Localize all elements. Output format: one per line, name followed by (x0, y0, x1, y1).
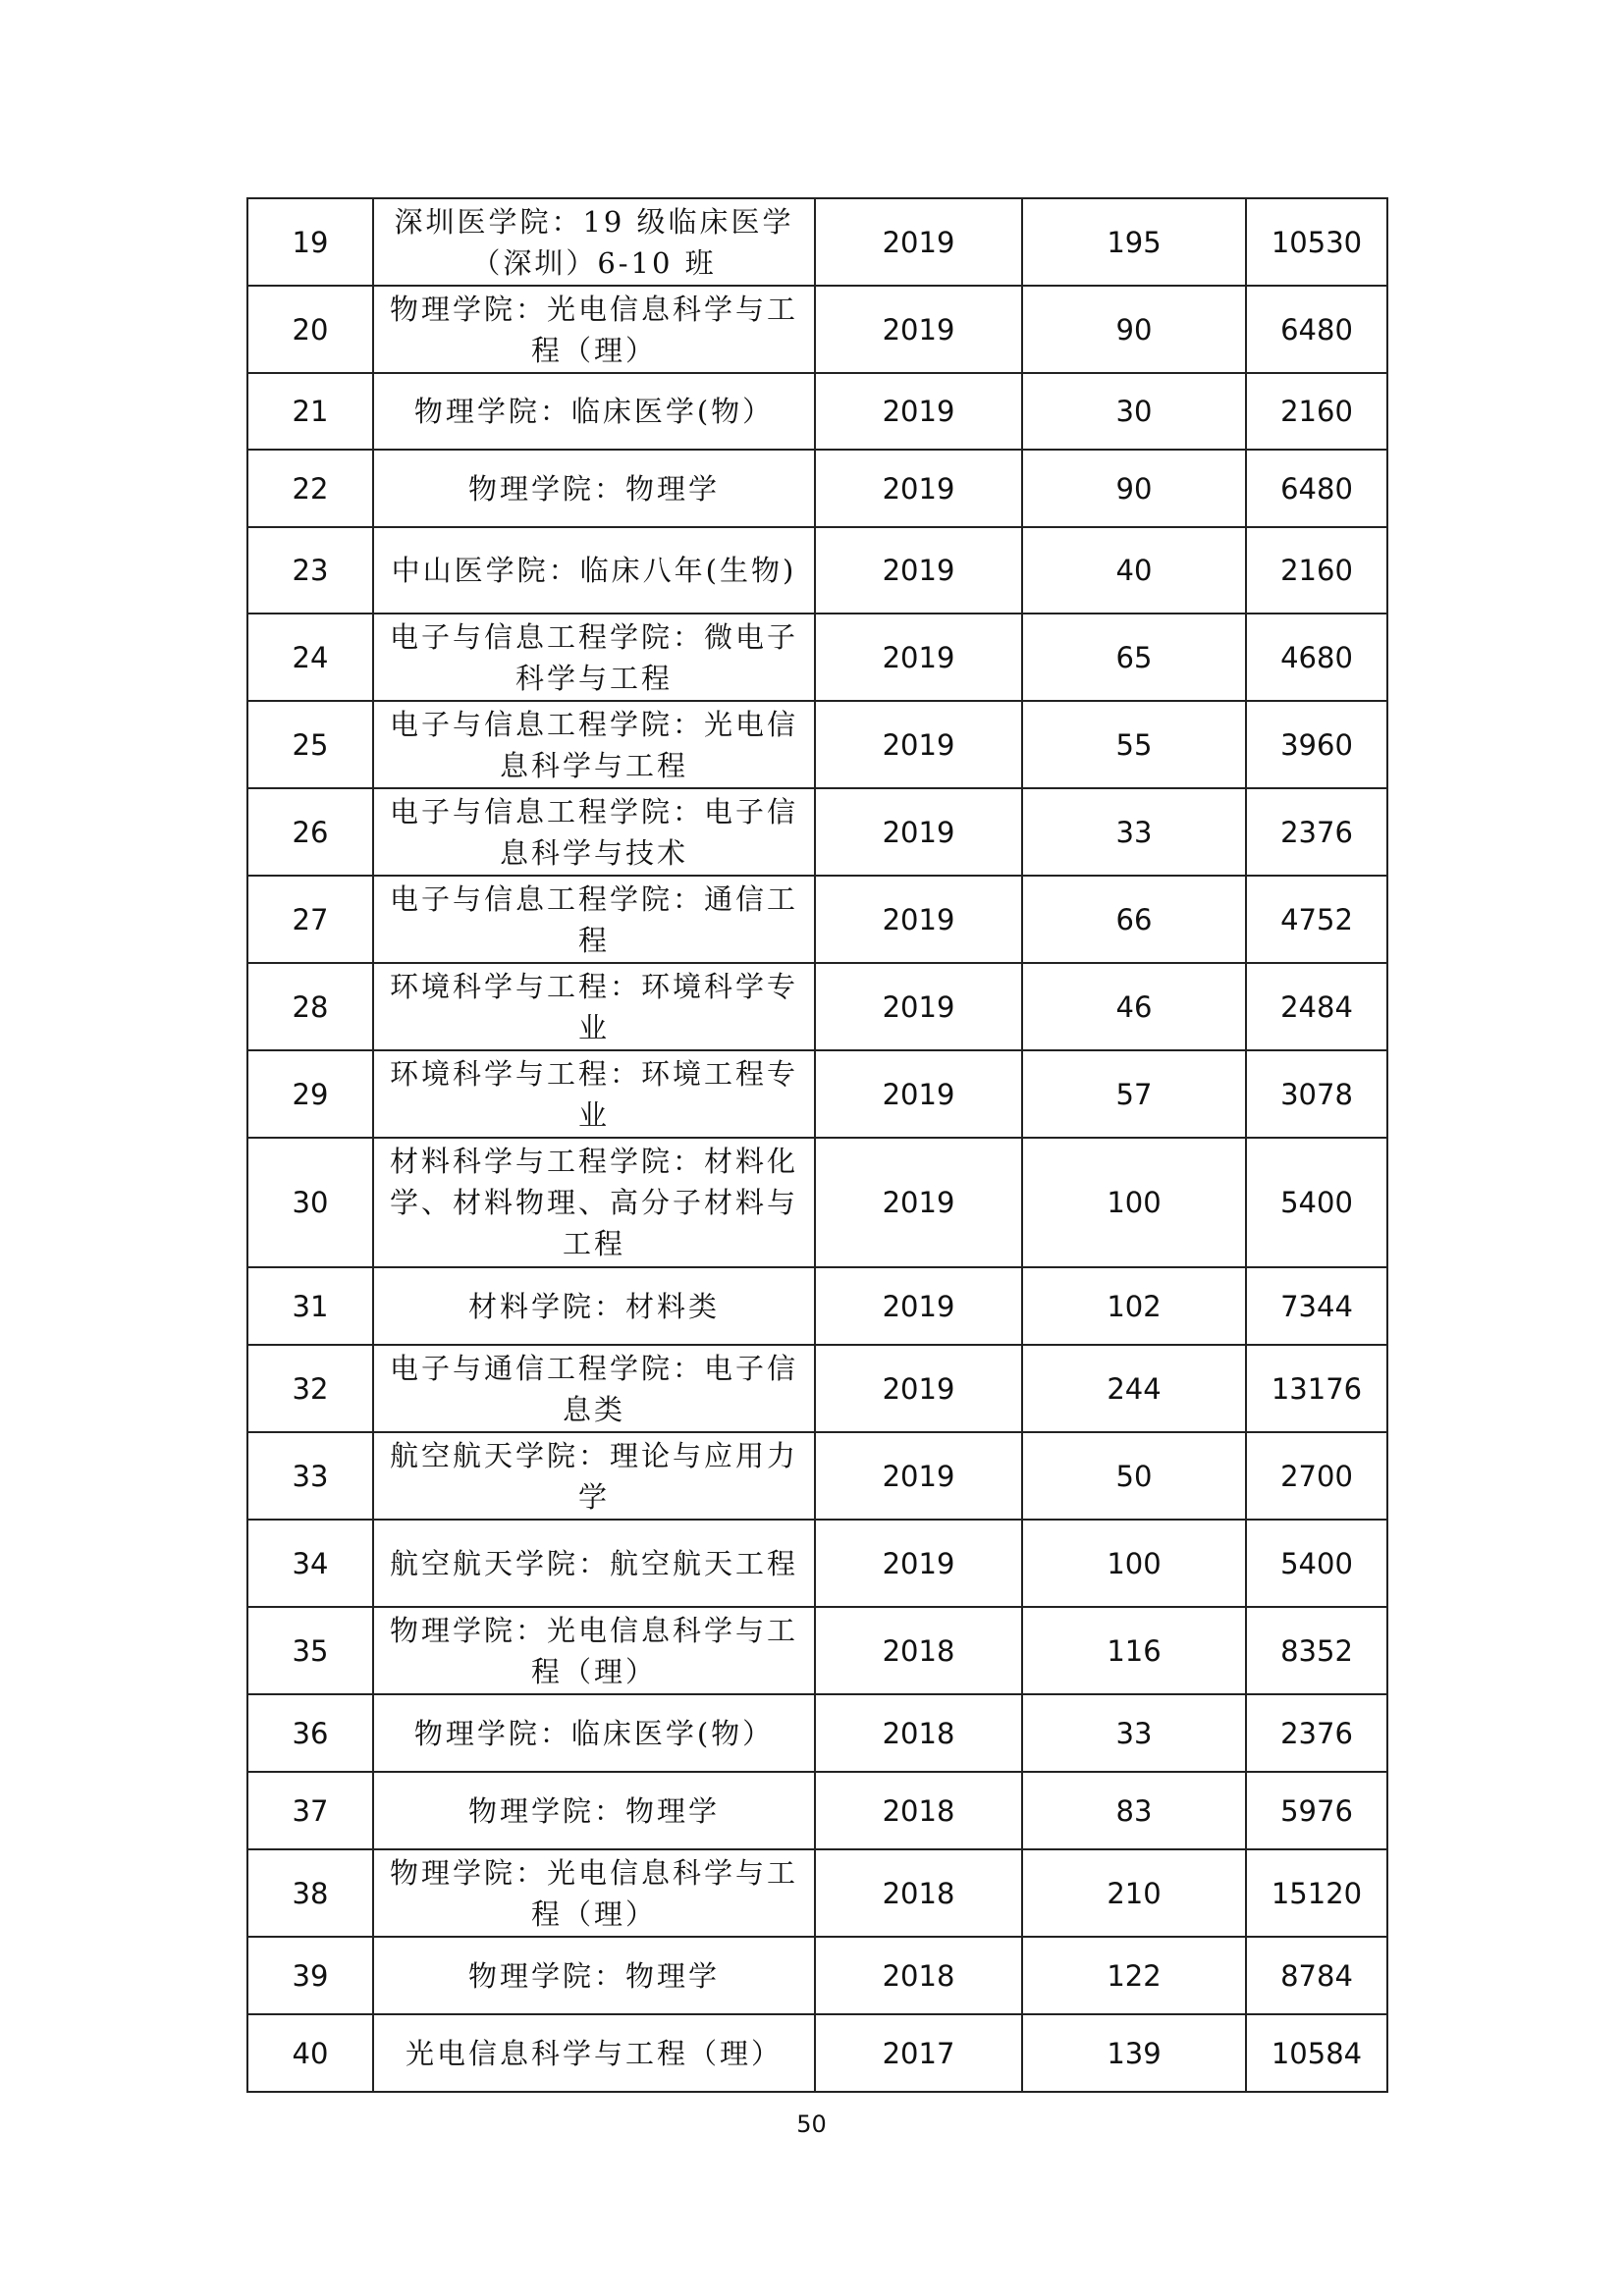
cell-amount: 10584 (1246, 2014, 1387, 2092)
table-row (247, 1694, 1387, 1772)
cell-no: 26 (247, 788, 373, 876)
cell-count: 55 (1022, 701, 1246, 788)
cell-year: 2019 (815, 876, 1022, 963)
cell-no: 25 (247, 701, 373, 788)
cell-no: 38 (247, 1849, 373, 1937)
cell-no: 24 (247, 614, 373, 701)
cell-major: 材料科学与工程学院：材料化学、材料物理、高分子材料与工程 (373, 1138, 815, 1267)
cell-no: 32 (247, 1345, 373, 1432)
cell-count: 33 (1022, 1694, 1246, 1772)
cell-major: 物理学院：光电信息科学与工程（理） (373, 1849, 815, 1937)
cell-count: 46 (1022, 963, 1246, 1050)
cell-major: 航空航天学院：理论与应用力学 (373, 1432, 815, 1520)
cell-no: 34 (247, 1520, 373, 1607)
table-row (247, 1267, 1387, 1345)
table-row (247, 1432, 1387, 1520)
cell-year: 2019 (815, 1267, 1022, 1345)
table-row (247, 614, 1387, 701)
cell-no: 27 (247, 876, 373, 963)
cell-count: 30 (1022, 373, 1246, 450)
cell-amount: 2700 (1246, 1432, 1387, 1520)
cell-major: 物理学院：光电信息科学与工程（理） (373, 1607, 815, 1694)
cell-count: 90 (1022, 450, 1246, 527)
cell-amount: 2376 (1246, 1694, 1387, 1772)
cell-year: 2019 (815, 1050, 1022, 1138)
cell-amount: 4752 (1246, 876, 1387, 963)
table-row (247, 198, 1387, 286)
table-row (247, 963, 1387, 1050)
table-row (247, 2014, 1387, 2092)
cell-major: 物理学院：光电信息科学与工程（理） (373, 286, 815, 373)
cell-year: 2018 (815, 1937, 1022, 2014)
cell-amount: 3960 (1246, 701, 1387, 788)
cell-major: 材料学院：材料类 (373, 1267, 815, 1345)
cell-year: 2019 (815, 527, 1022, 614)
data-table (246, 197, 1388, 2093)
cell-no: 35 (247, 1607, 373, 1694)
cell-no: 28 (247, 963, 373, 1050)
cell-no: 20 (247, 286, 373, 373)
cell-count: 210 (1022, 1849, 1246, 1937)
cell-amount: 2160 (1246, 527, 1387, 614)
cell-count: 122 (1022, 1937, 1246, 2014)
cell-amount: 7344 (1246, 1267, 1387, 1345)
cell-no: 33 (247, 1432, 373, 1520)
cell-major: 物理学院：物理学 (373, 1937, 815, 2014)
cell-major: 物理学院：临床医学(物） (373, 373, 815, 450)
cell-no: 19 (247, 198, 373, 286)
cell-count: 57 (1022, 1050, 1246, 1138)
cell-amount: 4680 (1246, 614, 1387, 701)
table-row (247, 788, 1387, 876)
cell-major: 电子与信息工程学院：微电子科学与工程 (373, 614, 815, 701)
cell-count: 65 (1022, 614, 1246, 701)
cell-no: 29 (247, 1050, 373, 1138)
cell-count: 116 (1022, 1607, 1246, 1694)
cell-year: 2019 (815, 373, 1022, 450)
table-row (247, 527, 1387, 614)
cell-year: 2018 (815, 1849, 1022, 1937)
cell-year: 2018 (815, 1694, 1022, 1772)
cell-year: 2018 (815, 1772, 1022, 1849)
cell-no: 23 (247, 527, 373, 614)
table-row (247, 286, 1387, 373)
table-body (247, 198, 1387, 2092)
cell-major: 电子与信息工程学院：光电信息科学与工程 (373, 701, 815, 788)
cell-amount: 8352 (1246, 1607, 1387, 1694)
cell-year: 2019 (815, 1345, 1022, 1432)
cell-count: 40 (1022, 527, 1246, 614)
cell-amount: 3078 (1246, 1050, 1387, 1138)
table-row (247, 876, 1387, 963)
table-row (247, 1520, 1387, 1607)
cell-count: 33 (1022, 788, 1246, 876)
cell-amount: 6480 (1246, 450, 1387, 527)
table-row (247, 1607, 1387, 1694)
cell-major: 物理学院：物理学 (373, 450, 815, 527)
table-row (247, 373, 1387, 450)
cell-amount: 2484 (1246, 963, 1387, 1050)
cell-count: 83 (1022, 1772, 1246, 1849)
cell-count: 100 (1022, 1138, 1246, 1267)
cell-no: 39 (247, 1937, 373, 2014)
table-row (247, 1345, 1387, 1432)
cell-amount: 2376 (1246, 788, 1387, 876)
cell-year: 2019 (815, 450, 1022, 527)
cell-count: 195 (1022, 198, 1246, 286)
cell-amount: 13176 (1246, 1345, 1387, 1432)
table-row (247, 1849, 1387, 1937)
table-row (247, 1772, 1387, 1849)
cell-major: 物理学院：临床医学(物） (373, 1694, 815, 1772)
cell-count: 102 (1022, 1267, 1246, 1345)
cell-no: 22 (247, 450, 373, 527)
cell-amount: 2160 (1246, 373, 1387, 450)
table-row (247, 1937, 1387, 2014)
cell-year: 2019 (815, 198, 1022, 286)
cell-amount: 8784 (1246, 1937, 1387, 2014)
table-row (247, 450, 1387, 527)
cell-year: 2019 (815, 1138, 1022, 1267)
cell-year: 2019 (815, 701, 1022, 788)
cell-no: 21 (247, 373, 373, 450)
cell-count: 90 (1022, 286, 1246, 373)
cell-count: 244 (1022, 1345, 1246, 1432)
cell-year: 2019 (815, 614, 1022, 701)
cell-year: 2018 (815, 1607, 1022, 1694)
cell-amount: 5400 (1246, 1138, 1387, 1267)
table-row (247, 701, 1387, 788)
cell-amount: 15120 (1246, 1849, 1387, 1937)
cell-major: 中山医学院：临床八年(生物) (373, 527, 815, 614)
cell-count: 139 (1022, 2014, 1246, 2092)
cell-amount: 10530 (1246, 198, 1387, 286)
cell-year: 2019 (815, 286, 1022, 373)
page-number: 50 (796, 2110, 827, 2138)
cell-major: 电子与通信工程学院：电子信息类 (373, 1345, 815, 1432)
table-row (247, 1138, 1387, 1267)
cell-major: 深圳医学院：19 级临床医学（深圳）6-10 班 (373, 198, 815, 286)
table-row (247, 1050, 1387, 1138)
cell-major: 环境科学与工程：环境科学专业 (373, 963, 815, 1050)
cell-count: 66 (1022, 876, 1246, 963)
cell-major: 光电信息科学与工程（理） (373, 2014, 815, 2092)
cell-major: 环境科学与工程：环境工程专业 (373, 1050, 815, 1138)
cell-amount: 5400 (1246, 1520, 1387, 1607)
cell-year: 2019 (815, 1432, 1022, 1520)
cell-count: 50 (1022, 1432, 1246, 1520)
cell-major: 电子与信息工程学院：电子信息科学与技术 (373, 788, 815, 876)
cell-no: 31 (247, 1267, 373, 1345)
cell-no: 30 (247, 1138, 373, 1267)
cell-major: 航空航天学院：航空航天工程 (373, 1520, 815, 1607)
cell-year: 2017 (815, 2014, 1022, 2092)
cell-major: 物理学院：物理学 (373, 1772, 815, 1849)
cell-no: 40 (247, 2014, 373, 2092)
cell-amount: 5976 (1246, 1772, 1387, 1849)
cell-count: 100 (1022, 1520, 1246, 1607)
cell-year: 2019 (815, 1520, 1022, 1607)
cell-no: 36 (247, 1694, 373, 1772)
cell-major: 电子与信息工程学院：通信工程 (373, 876, 815, 963)
cell-year: 2019 (815, 788, 1022, 876)
cell-year: 2019 (815, 963, 1022, 1050)
cell-amount: 6480 (1246, 286, 1387, 373)
cell-no: 37 (247, 1772, 373, 1849)
